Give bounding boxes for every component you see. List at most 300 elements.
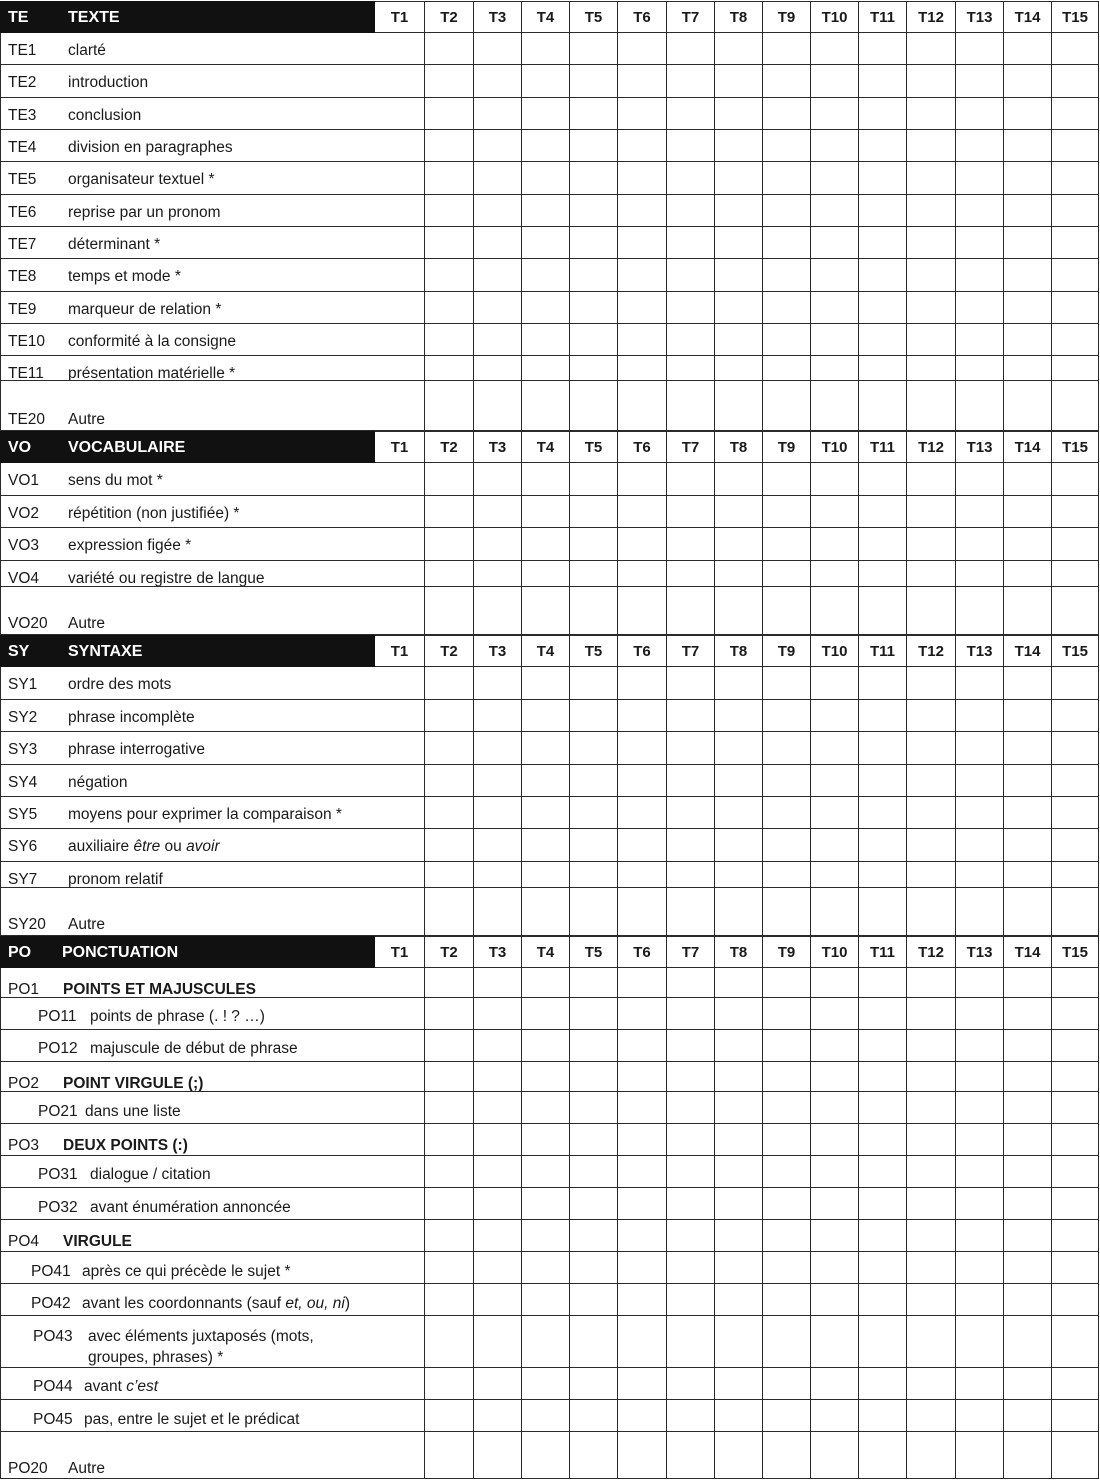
- grid-cell-t4[interactable]: [522, 227, 570, 259]
- grid-cell-t3[interactable]: [474, 1432, 522, 1479]
- grid-cell-t15[interactable]: [1052, 587, 1099, 635]
- grid-cell-t14[interactable]: [1004, 463, 1052, 496]
- grid-cell-t5[interactable]: [570, 324, 618, 356]
- grid-cell-t8[interactable]: [715, 1220, 763, 1252]
- grid-cell-t14[interactable]: [1004, 998, 1052, 1030]
- grid-cell-t14[interactable]: [1004, 292, 1052, 324]
- grid-cell-t14[interactable]: [1004, 195, 1052, 227]
- grid-cell-t9[interactable]: [763, 1220, 811, 1252]
- grid-cell-t9[interactable]: [763, 195, 811, 227]
- grid-cell-t7[interactable]: [667, 1316, 715, 1368]
- grid-cell-t9[interactable]: [763, 1432, 811, 1479]
- grid-cell-t9[interactable]: [763, 1124, 811, 1156]
- grid-cell-t12[interactable]: [907, 1156, 956, 1188]
- grid-cell-t1[interactable]: [375, 1124, 425, 1156]
- grid-cell-t7[interactable]: [667, 1368, 715, 1400]
- grid-cell-t5[interactable]: [570, 1188, 618, 1220]
- grid-cell-t12[interactable]: [907, 1124, 956, 1156]
- grid-cell-t6[interactable]: [618, 98, 667, 130]
- grid-cell-t5[interactable]: [570, 496, 618, 528]
- grid-cell-t15[interactable]: [1052, 1156, 1099, 1188]
- grid-cell-t13[interactable]: [956, 1030, 1004, 1062]
- grid-cell-t10[interactable]: [811, 700, 859, 732]
- grid-cell-t11[interactable]: [859, 1400, 907, 1432]
- grid-cell-t8[interactable]: [715, 1284, 763, 1316]
- grid-cell-t13[interactable]: [956, 356, 1004, 381]
- grid-cell-t8[interactable]: [715, 1432, 763, 1479]
- grid-cell-t12[interactable]: [907, 130, 956, 162]
- grid-cell-t8[interactable]: [715, 1062, 763, 1092]
- grid-cell-t13[interactable]: [956, 528, 1004, 561]
- grid-cell-t13[interactable]: [956, 1156, 1004, 1188]
- grid-cell-t2[interactable]: [425, 381, 474, 431]
- grid-cell-t5[interactable]: [570, 1124, 618, 1156]
- grid-cell-t15[interactable]: [1052, 700, 1099, 732]
- grid-cell-t2[interactable]: [425, 162, 474, 195]
- grid-cell-t4[interactable]: [522, 1252, 570, 1284]
- grid-cell-t12[interactable]: [907, 463, 956, 496]
- grid-cell-t15[interactable]: [1052, 968, 1099, 998]
- grid-cell-t8[interactable]: [715, 65, 763, 98]
- grid-cell-t13[interactable]: [956, 381, 1004, 431]
- grid-cell-t14[interactable]: [1004, 1316, 1052, 1368]
- grid-cell-t13[interactable]: [956, 1284, 1004, 1316]
- grid-cell-t12[interactable]: [907, 998, 956, 1030]
- grid-cell-t1[interactable]: [375, 1092, 425, 1124]
- grid-cell-t11[interactable]: [859, 381, 907, 431]
- grid-cell-t9[interactable]: [763, 356, 811, 381]
- grid-cell-t12[interactable]: [907, 968, 956, 998]
- grid-cell-t2[interactable]: [425, 324, 474, 356]
- grid-cell-t4[interactable]: [522, 1188, 570, 1220]
- grid-cell-t2[interactable]: [425, 130, 474, 162]
- grid-cell-t2[interactable]: [425, 829, 474, 862]
- grid-cell-t14[interactable]: [1004, 65, 1052, 98]
- grid-cell-t14[interactable]: [1004, 130, 1052, 162]
- grid-cell-t9[interactable]: [763, 1400, 811, 1432]
- grid-cell-t5[interactable]: [570, 1316, 618, 1368]
- grid-cell-t8[interactable]: [715, 381, 763, 431]
- grid-cell-t8[interactable]: [715, 998, 763, 1030]
- grid-cell-t7[interactable]: [667, 561, 715, 587]
- grid-cell-t7[interactable]: [667, 587, 715, 635]
- grid-cell-t5[interactable]: [570, 1368, 618, 1400]
- grid-cell-t6[interactable]: [618, 195, 667, 227]
- grid-cell-t5[interactable]: [570, 130, 618, 162]
- grid-cell-t10[interactable]: [811, 227, 859, 259]
- grid-cell-t15[interactable]: [1052, 33, 1099, 65]
- grid-cell-t4[interactable]: [522, 463, 570, 496]
- grid-cell-t1[interactable]: [375, 1062, 425, 1092]
- grid-cell-t8[interactable]: [715, 829, 763, 862]
- grid-cell-t7[interactable]: [667, 195, 715, 227]
- grid-cell-t15[interactable]: [1052, 1252, 1099, 1284]
- grid-cell-t3[interactable]: [474, 496, 522, 528]
- grid-cell-t9[interactable]: [763, 381, 811, 431]
- grid-cell-t15[interactable]: [1052, 1124, 1099, 1156]
- grid-cell-t3[interactable]: [474, 463, 522, 496]
- grid-cell-t1[interactable]: [375, 1030, 425, 1062]
- grid-cell-t2[interactable]: [425, 463, 474, 496]
- grid-cell-t8[interactable]: [715, 356, 763, 381]
- grid-cell-t14[interactable]: [1004, 227, 1052, 259]
- grid-cell-t2[interactable]: [425, 968, 474, 998]
- grid-cell-t7[interactable]: [667, 862, 715, 888]
- grid-cell-t2[interactable]: [425, 1220, 474, 1252]
- grid-cell-t14[interactable]: [1004, 1062, 1052, 1092]
- grid-cell-t7[interactable]: [667, 162, 715, 195]
- grid-cell-t9[interactable]: [763, 1156, 811, 1188]
- grid-cell-t13[interactable]: [956, 324, 1004, 356]
- grid-cell-t1[interactable]: [375, 1432, 425, 1479]
- grid-cell-t15[interactable]: [1052, 227, 1099, 259]
- grid-cell-t15[interactable]: [1052, 528, 1099, 561]
- grid-cell-t15[interactable]: [1052, 130, 1099, 162]
- grid-cell-t3[interactable]: [474, 667, 522, 700]
- grid-cell-t9[interactable]: [763, 259, 811, 292]
- grid-cell-t7[interactable]: [667, 259, 715, 292]
- grid-cell-t3[interactable]: [474, 1220, 522, 1252]
- grid-cell-t7[interactable]: [667, 292, 715, 324]
- grid-cell-t7[interactable]: [667, 1400, 715, 1432]
- grid-cell-t4[interactable]: [522, 667, 570, 700]
- grid-cell-t11[interactable]: [859, 1284, 907, 1316]
- grid-cell-t3[interactable]: [474, 998, 522, 1030]
- grid-cell-t6[interactable]: [618, 292, 667, 324]
- grid-cell-t11[interactable]: [859, 162, 907, 195]
- grid-cell-t10[interactable]: [811, 381, 859, 431]
- grid-cell-t3[interactable]: [474, 1156, 522, 1188]
- grid-cell-t10[interactable]: [811, 1432, 859, 1479]
- grid-cell-t15[interactable]: [1052, 1062, 1099, 1092]
- grid-cell-t10[interactable]: [811, 356, 859, 381]
- grid-cell-t9[interactable]: [763, 528, 811, 561]
- grid-cell-t6[interactable]: [618, 1030, 667, 1062]
- grid-cell-t3[interactable]: [474, 292, 522, 324]
- grid-cell-t10[interactable]: [811, 33, 859, 65]
- grid-cell-t13[interactable]: [956, 98, 1004, 130]
- grid-cell-t10[interactable]: [811, 1156, 859, 1188]
- grid-cell-t4[interactable]: [522, 292, 570, 324]
- grid-cell-t10[interactable]: [811, 195, 859, 227]
- grid-cell-t1[interactable]: [375, 98, 425, 130]
- grid-cell-t6[interactable]: [618, 667, 667, 700]
- grid-cell-t15[interactable]: [1052, 496, 1099, 528]
- grid-cell-t12[interactable]: [907, 700, 956, 732]
- grid-cell-t3[interactable]: [474, 528, 522, 561]
- grid-cell-t10[interactable]: [811, 1252, 859, 1284]
- grid-cell-t8[interactable]: [715, 732, 763, 765]
- grid-cell-t14[interactable]: [1004, 356, 1052, 381]
- grid-cell-t4[interactable]: [522, 561, 570, 587]
- grid-cell-t8[interactable]: [715, 700, 763, 732]
- grid-cell-t15[interactable]: [1052, 65, 1099, 98]
- grid-cell-t13[interactable]: [956, 732, 1004, 765]
- grid-cell-t11[interactable]: [859, 528, 907, 561]
- grid-cell-t13[interactable]: [956, 496, 1004, 528]
- grid-cell-t1[interactable]: [375, 765, 425, 797]
- grid-cell-t4[interactable]: [522, 587, 570, 635]
- grid-cell-t5[interactable]: [570, 1030, 618, 1062]
- grid-cell-t7[interactable]: [667, 888, 715, 936]
- grid-cell-t10[interactable]: [811, 1400, 859, 1432]
- grid-cell-t11[interactable]: [859, 561, 907, 587]
- grid-cell-t3[interactable]: [474, 1368, 522, 1400]
- grid-cell-t1[interactable]: [375, 292, 425, 324]
- grid-cell-t12[interactable]: [907, 829, 956, 862]
- grid-cell-t11[interactable]: [859, 1156, 907, 1188]
- grid-cell-t5[interactable]: [570, 162, 618, 195]
- grid-cell-t11[interactable]: [859, 324, 907, 356]
- grid-cell-t11[interactable]: [859, 1062, 907, 1092]
- grid-cell-t8[interactable]: [715, 667, 763, 700]
- grid-cell-t5[interactable]: [570, 667, 618, 700]
- grid-cell-t15[interactable]: [1052, 1030, 1099, 1062]
- grid-cell-t2[interactable]: [425, 888, 474, 936]
- grid-cell-t1[interactable]: [375, 33, 425, 65]
- grid-cell-t6[interactable]: [618, 732, 667, 765]
- grid-cell-t4[interactable]: [522, 324, 570, 356]
- grid-cell-t8[interactable]: [715, 496, 763, 528]
- grid-cell-t13[interactable]: [956, 227, 1004, 259]
- grid-cell-t8[interactable]: [715, 259, 763, 292]
- grid-cell-t1[interactable]: [375, 829, 425, 862]
- grid-cell-t11[interactable]: [859, 259, 907, 292]
- grid-cell-t9[interactable]: [763, 968, 811, 998]
- grid-cell-t4[interactable]: [522, 700, 570, 732]
- grid-cell-t15[interactable]: [1052, 1220, 1099, 1252]
- grid-cell-t11[interactable]: [859, 998, 907, 1030]
- grid-cell-t7[interactable]: [667, 463, 715, 496]
- grid-cell-t11[interactable]: [859, 130, 907, 162]
- grid-cell-t7[interactable]: [667, 829, 715, 862]
- grid-cell-t1[interactable]: [375, 1220, 425, 1252]
- grid-cell-t10[interactable]: [811, 1316, 859, 1368]
- grid-cell-t11[interactable]: [859, 587, 907, 635]
- grid-cell-t14[interactable]: [1004, 829, 1052, 862]
- grid-cell-t12[interactable]: [907, 1030, 956, 1062]
- grid-cell-t1[interactable]: [375, 667, 425, 700]
- grid-cell-t6[interactable]: [618, 888, 667, 936]
- grid-cell-t14[interactable]: [1004, 1124, 1052, 1156]
- grid-cell-t1[interactable]: [375, 195, 425, 227]
- grid-cell-t2[interactable]: [425, 732, 474, 765]
- grid-cell-t9[interactable]: [763, 324, 811, 356]
- grid-cell-t1[interactable]: [375, 496, 425, 528]
- grid-cell-t7[interactable]: [667, 1432, 715, 1479]
- grid-cell-t9[interactable]: [763, 765, 811, 797]
- grid-cell-t5[interactable]: [570, 1432, 618, 1479]
- grid-cell-t10[interactable]: [811, 1284, 859, 1316]
- grid-cell-t7[interactable]: [667, 968, 715, 998]
- grid-cell-t3[interactable]: [474, 130, 522, 162]
- grid-cell-t10[interactable]: [811, 98, 859, 130]
- grid-cell-t2[interactable]: [425, 33, 474, 65]
- grid-cell-t1[interactable]: [375, 968, 425, 998]
- grid-cell-t13[interactable]: [956, 1092, 1004, 1124]
- grid-cell-t9[interactable]: [763, 561, 811, 587]
- grid-cell-t8[interactable]: [715, 324, 763, 356]
- grid-cell-t9[interactable]: [763, 65, 811, 98]
- grid-cell-t12[interactable]: [907, 162, 956, 195]
- grid-cell-t6[interactable]: [618, 968, 667, 998]
- grid-cell-t11[interactable]: [859, 98, 907, 130]
- grid-cell-t12[interactable]: [907, 732, 956, 765]
- grid-cell-t13[interactable]: [956, 65, 1004, 98]
- grid-cell-t2[interactable]: [425, 1092, 474, 1124]
- grid-cell-t13[interactable]: [956, 1368, 1004, 1400]
- grid-cell-t12[interactable]: [907, 1062, 956, 1092]
- grid-cell-t5[interactable]: [570, 98, 618, 130]
- grid-cell-t8[interactable]: [715, 1252, 763, 1284]
- grid-cell-t9[interactable]: [763, 1030, 811, 1062]
- grid-cell-t15[interactable]: [1052, 998, 1099, 1030]
- grid-cell-t6[interactable]: [618, 700, 667, 732]
- grid-cell-t11[interactable]: [859, 463, 907, 496]
- grid-cell-t5[interactable]: [570, 888, 618, 936]
- grid-cell-t1[interactable]: [375, 162, 425, 195]
- grid-cell-t8[interactable]: [715, 968, 763, 998]
- grid-cell-t1[interactable]: [375, 998, 425, 1030]
- grid-cell-t8[interactable]: [715, 1400, 763, 1432]
- grid-cell-t1[interactable]: [375, 1316, 425, 1368]
- grid-cell-t7[interactable]: [667, 381, 715, 431]
- grid-cell-t7[interactable]: [667, 732, 715, 765]
- grid-cell-t2[interactable]: [425, 496, 474, 528]
- grid-cell-t7[interactable]: [667, 65, 715, 98]
- grid-cell-t14[interactable]: [1004, 324, 1052, 356]
- grid-cell-t9[interactable]: [763, 732, 811, 765]
- grid-cell-t2[interactable]: [425, 227, 474, 259]
- grid-cell-t10[interactable]: [811, 1030, 859, 1062]
- grid-cell-t4[interactable]: [522, 1062, 570, 1092]
- grid-cell-t6[interactable]: [618, 528, 667, 561]
- grid-cell-t4[interactable]: [522, 998, 570, 1030]
- grid-cell-t9[interactable]: [763, 227, 811, 259]
- grid-cell-t4[interactable]: [522, 862, 570, 888]
- grid-cell-t11[interactable]: [859, 227, 907, 259]
- grid-cell-t11[interactable]: [859, 968, 907, 998]
- grid-cell-t9[interactable]: [763, 98, 811, 130]
- grid-cell-t1[interactable]: [375, 227, 425, 259]
- grid-cell-t6[interactable]: [618, 1368, 667, 1400]
- grid-cell-t12[interactable]: [907, 765, 956, 797]
- grid-cell-t3[interactable]: [474, 1284, 522, 1316]
- grid-cell-t11[interactable]: [859, 65, 907, 98]
- grid-cell-t3[interactable]: [474, 227, 522, 259]
- grid-cell-t8[interactable]: [715, 587, 763, 635]
- grid-cell-t1[interactable]: [375, 356, 425, 381]
- grid-cell-t3[interactable]: [474, 1188, 522, 1220]
- grid-cell-t12[interactable]: [907, 496, 956, 528]
- grid-cell-t7[interactable]: [667, 1124, 715, 1156]
- grid-cell-t11[interactable]: [859, 797, 907, 829]
- grid-cell-t13[interactable]: [956, 765, 1004, 797]
- grid-cell-t5[interactable]: [570, 259, 618, 292]
- grid-cell-t15[interactable]: [1052, 797, 1099, 829]
- grid-cell-t4[interactable]: [522, 1030, 570, 1062]
- grid-cell-t14[interactable]: [1004, 587, 1052, 635]
- grid-cell-t14[interactable]: [1004, 1156, 1052, 1188]
- grid-cell-t8[interactable]: [715, 1188, 763, 1220]
- grid-cell-t1[interactable]: [375, 381, 425, 431]
- grid-cell-t3[interactable]: [474, 732, 522, 765]
- grid-cell-t8[interactable]: [715, 888, 763, 936]
- grid-cell-t6[interactable]: [618, 797, 667, 829]
- grid-cell-t15[interactable]: [1052, 888, 1099, 936]
- grid-cell-t4[interactable]: [522, 259, 570, 292]
- grid-cell-t5[interactable]: [570, 227, 618, 259]
- grid-cell-t6[interactable]: [618, 998, 667, 1030]
- grid-cell-t14[interactable]: [1004, 1220, 1052, 1252]
- grid-cell-t12[interactable]: [907, 356, 956, 381]
- grid-cell-t4[interactable]: [522, 1220, 570, 1252]
- grid-cell-t9[interactable]: [763, 1092, 811, 1124]
- grid-cell-t2[interactable]: [425, 1316, 474, 1368]
- grid-cell-t14[interactable]: [1004, 259, 1052, 292]
- grid-cell-t13[interactable]: [956, 33, 1004, 65]
- grid-cell-t15[interactable]: [1052, 292, 1099, 324]
- grid-cell-t4[interactable]: [522, 130, 570, 162]
- grid-cell-t6[interactable]: [618, 1432, 667, 1479]
- grid-cell-t4[interactable]: [522, 829, 570, 862]
- grid-cell-t12[interactable]: [907, 1400, 956, 1432]
- grid-cell-t3[interactable]: [474, 862, 522, 888]
- grid-cell-t7[interactable]: [667, 496, 715, 528]
- grid-cell-t8[interactable]: [715, 1124, 763, 1156]
- grid-cell-t13[interactable]: [956, 667, 1004, 700]
- grid-cell-t1[interactable]: [375, 700, 425, 732]
- grid-cell-t10[interactable]: [811, 968, 859, 998]
- grid-cell-t13[interactable]: [956, 1316, 1004, 1368]
- grid-cell-t14[interactable]: [1004, 667, 1052, 700]
- grid-cell-t12[interactable]: [907, 227, 956, 259]
- grid-cell-t14[interactable]: [1004, 1368, 1052, 1400]
- grid-cell-t7[interactable]: [667, 797, 715, 829]
- grid-cell-t14[interactable]: [1004, 1284, 1052, 1316]
- grid-cell-t11[interactable]: [859, 1252, 907, 1284]
- grid-cell-t13[interactable]: [956, 1124, 1004, 1156]
- grid-cell-t14[interactable]: [1004, 1400, 1052, 1432]
- grid-cell-t5[interactable]: [570, 797, 618, 829]
- grid-cell-t1[interactable]: [375, 862, 425, 888]
- grid-cell-t9[interactable]: [763, 1062, 811, 1092]
- grid-cell-t10[interactable]: [811, 259, 859, 292]
- grid-cell-t7[interactable]: [667, 1092, 715, 1124]
- grid-cell-t10[interactable]: [811, 65, 859, 98]
- grid-cell-t14[interactable]: [1004, 1252, 1052, 1284]
- grid-cell-t6[interactable]: [618, 1092, 667, 1124]
- grid-cell-t13[interactable]: [956, 862, 1004, 888]
- grid-cell-t1[interactable]: [375, 324, 425, 356]
- grid-cell-t6[interactable]: [618, 259, 667, 292]
- grid-cell-t9[interactable]: [763, 700, 811, 732]
- grid-cell-t3[interactable]: [474, 1092, 522, 1124]
- grid-cell-t15[interactable]: [1052, 1284, 1099, 1316]
- grid-cell-t8[interactable]: [715, 463, 763, 496]
- grid-cell-t4[interactable]: [522, 1124, 570, 1156]
- grid-cell-t11[interactable]: [859, 1220, 907, 1252]
- grid-cell-t15[interactable]: [1052, 667, 1099, 700]
- grid-cell-t11[interactable]: [859, 1124, 907, 1156]
- grid-cell-t13[interactable]: [956, 130, 1004, 162]
- grid-cell-t3[interactable]: [474, 765, 522, 797]
- grid-cell-t9[interactable]: [763, 1252, 811, 1284]
- grid-cell-t1[interactable]: [375, 130, 425, 162]
- grid-cell-t10[interactable]: [811, 1124, 859, 1156]
- grid-cell-t8[interactable]: [715, 862, 763, 888]
- grid-cell-t4[interactable]: [522, 496, 570, 528]
